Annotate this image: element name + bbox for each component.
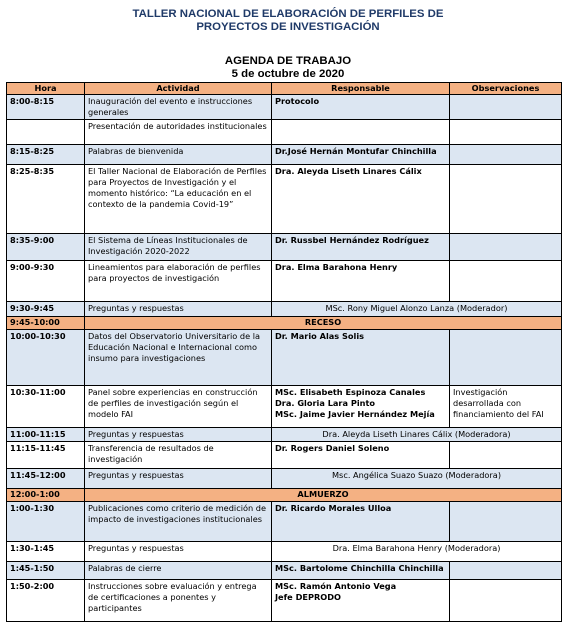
cell-observaciones [450,120,562,145]
cell-actividad: Palabras de bienvenida [85,145,272,165]
agenda-table [6,82,562,622]
cell-responsable: Dr. Mario Alas Solis [272,330,450,386]
cell-observaciones [450,580,562,622]
table-header-row [7,83,562,95]
cell-responsable: Protocolo [272,95,450,120]
cell-hora: 9:45-10:00 [7,317,85,330]
cell-hora: 9:30-9:45 [7,302,85,317]
cell-observaciones [450,502,562,542]
cell-observaciones [450,261,562,302]
cell-responsable: Dr. Rogers Daniel Soleno [272,442,450,469]
agenda-date: 5 de octubre de 2020 [231,67,345,80]
responsable-line-1: MSc. Ramón Antonio Vega [275,581,397,591]
cell-hora: 8:35-9:00 [7,234,85,261]
table-row [7,580,562,622]
table-row [7,302,562,317]
cell-observaciones [450,562,562,580]
cell-hora [7,120,85,145]
cell-hora: 1:45-1:50 [7,562,85,580]
cell-hora: 11:00-11:15 [7,428,85,442]
break-label: RECESO [85,317,562,330]
table-row [7,469,562,489]
cell-hora: 1:00-1:30 [7,502,85,542]
table-row [7,261,562,302]
cell-hora: 8:25-8:35 [7,165,85,234]
cell-moderador: Msc. Angélica Suazo Suazo (Moderadora) [272,469,562,489]
cell-moderador: Dra. Elma Barahona Henry (Moderadora) [272,542,562,562]
cell-actividad: Panel sobre experiencias en construcción de perfiles de investigación según el modelo FAI [85,386,272,428]
cell-actividad: Lineamientos para elaboración de perfiles para proyectos de investigación [85,261,272,302]
cell-actividad: Preguntas y respuestas [85,428,272,442]
cell-responsable [272,386,450,428]
cell-observaciones [450,95,562,120]
cell-actividad: Inauguración del evento e instrucciones generales [85,95,272,120]
table-row [7,502,562,542]
table-row [7,428,562,442]
title-line-2: PROYECTOS DE INVESTIGACIÓN [196,21,380,33]
cell-responsable: Dra. Aleyda Liseth Linares Cálix [272,165,450,234]
cell-actividad: Transferencia de resultados de investigación [85,442,272,469]
title-line-1: TALLER NACIONAL DE ELABORACIÓN DE PERFILES DE [132,8,444,20]
cell-hora: 11:45-12:00 [7,469,85,489]
cell-observaciones [450,234,562,261]
cell-responsable: MSc. Bartolome Chinchilla Chinchilla [272,562,450,580]
cell-responsable: Dr. Ricardo Morales Ulloa [272,502,450,542]
cell-responsable [272,580,450,622]
column-header-observaciones: Observaciones [450,83,562,95]
table-row [7,330,562,386]
cell-actividad: El Taller Nacional de Elaboración de Perfiles para Proyectos de Investigación y el momento histórico: “La educación en el contexto de la pandemia Covid-19” [85,165,272,234]
cell-actividad: El Sistema de Líneas Institucionales de Investigación 2020-2022 [85,234,272,261]
cell-moderador: Dra. Aleyda Liseth Linares Cálix (Moderadora) [272,428,562,442]
agenda-label: AGENDA DE TRABAJO [224,55,352,67]
break-label: ALMUERZO [85,489,562,502]
cell-actividad: Datos del Observatorio Universitario de la Educación Nacional e Internacional como insumo para investigaciones [85,330,272,386]
break-row [7,317,562,330]
table-row [7,542,562,562]
table-row [7,145,562,165]
panelist-3: MSc. Jaime Javier Hernández Mejía [275,409,435,419]
cell-actividad: Publicaciones como criterio de medición de impacto de investigaciones institucionales [85,502,272,542]
cell-hora: 8:15-8:25 [7,145,85,165]
cell-responsable: Dr.José Hernán Montufar Chinchilla [272,145,450,165]
cell-hora: 9:00-9:30 [7,261,85,302]
cell-actividad: Palabras de cierre [85,562,272,580]
cell-moderador: MSc. Rony Miguel Alonzo Lanza (Moderador) [272,302,562,317]
cell-observaciones: Investigación desarrollada con financiamiento del FAI [450,386,562,428]
cell-hora: 12:00-1:00 [7,489,85,502]
panelist-2: Dra. Gloria Lara Pinto [275,398,376,408]
cell-hora: 10:00-10:30 [7,330,85,386]
column-header-hora: Hora [7,83,85,95]
agenda-heading [0,55,576,80]
table-row [7,165,562,234]
cell-hora: 11:15-11:45 [7,442,85,469]
cell-actividad: Preguntas y respuestas [85,542,272,562]
column-header-actividad: Actividad [85,83,272,95]
cell-responsable: Dra. Elma Barahona Henry [272,261,450,302]
cell-observaciones [450,330,562,386]
table-row [7,234,562,261]
cell-hora: 1:50-2:00 [7,580,85,622]
break-row [7,489,562,502]
column-header-responsable: Responsable [272,83,450,95]
cell-observaciones [450,442,562,469]
cell-responsable [272,120,450,145]
document-title [0,8,576,34]
table-row [7,120,562,145]
table-row [7,562,562,580]
cell-hora: 8:00-8:15 [7,95,85,120]
cell-hora: 10:30-11:00 [7,386,85,428]
cell-actividad: Preguntas y respuestas [85,469,272,489]
cell-observaciones [450,145,562,165]
table-row [7,95,562,120]
cell-observaciones [450,165,562,234]
cell-hora: 1:30-1:45 [7,542,85,562]
cell-actividad: Instrucciones sobre evaluación y entrega de certificaciones a ponentes y participantes [85,580,272,622]
cell-actividad: Presentación de autoridades institucionales [85,120,272,145]
cell-actividad: Preguntas y respuestas [85,302,272,317]
panelist-1: MSc. Elisabeth Espinoza Canales [275,387,426,397]
table-row [7,386,562,428]
table-row [7,442,562,469]
responsable-line-2: Jefe DEPRODO [275,592,341,602]
cell-responsable: Dr. Russbel Hernández Rodríguez [272,234,450,261]
